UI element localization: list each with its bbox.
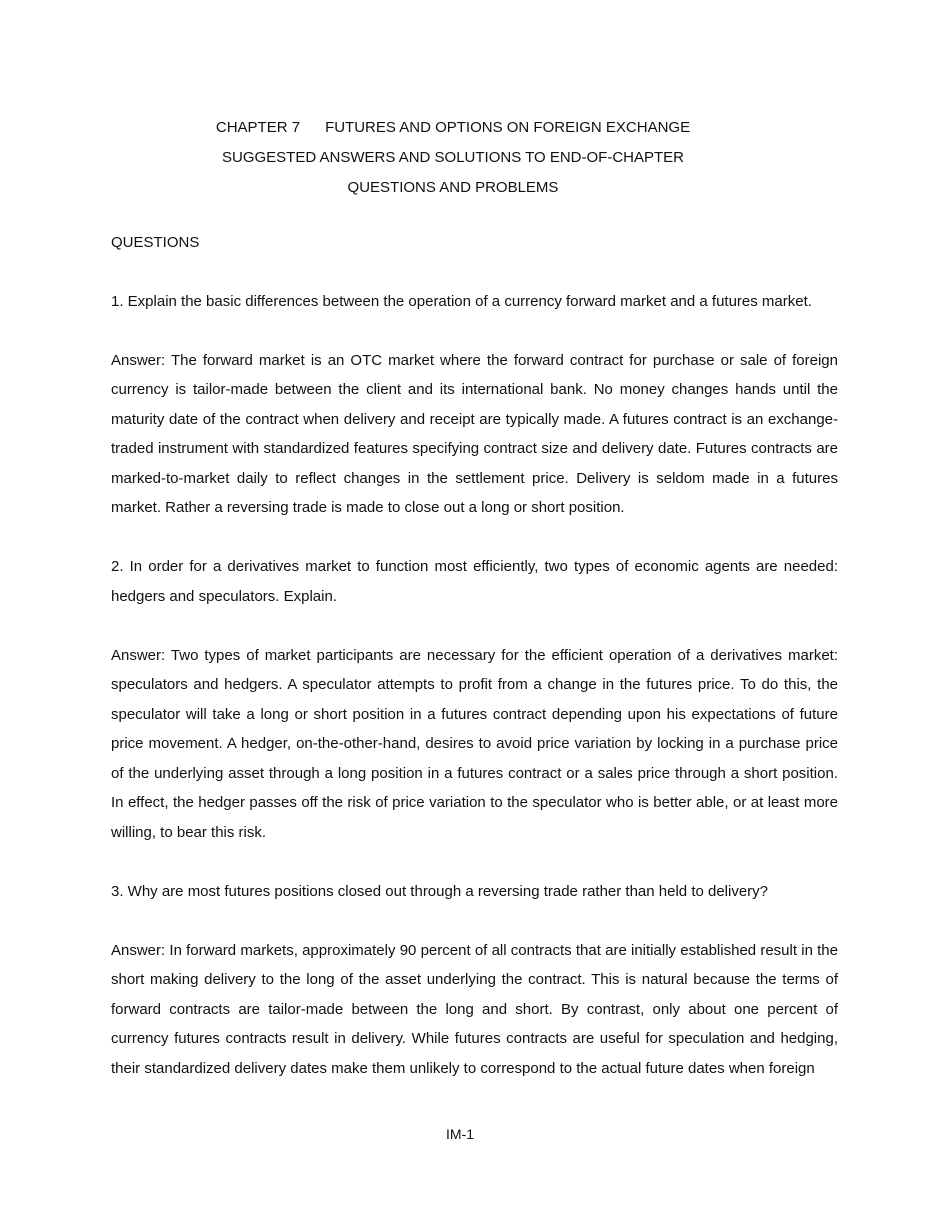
heading-line-2: SUGGESTED ANSWERS AND SOLUTIONS TO END-OF-CHAPTER — [221, 149, 684, 166]
answer-2: Answer: Two types of market participants are necessary for the efficient operation of a derivatives market: speculators and hedgers. A speculator attempts to profit from a change in the futures price. To do this, the speculator will take a long or short position in a futures contract depending upon his expectations of future price movement. A hedger, on-the-other-hand, desires to avoid price variation by locking in a purchase price of the underlying asset through a long position in a futures contract or a sales price through a short position. In effect, the hedger passes off the risk of price variation to the speculator who is better able, or at least more willing, to bear this risk. — [111, 646, 838, 841]
chapter-heading — [0, 113, 906, 203]
document-body — [111, 228, 838, 1083]
section-label: QUESTIONS — [111, 234, 200, 251]
page-number: IM-1 — [446, 1126, 474, 1142]
question-2: 2. In order for a derivatives market to function most efficiently, two types of economic agents are needed: hedgers and speculators. Explain. — [111, 558, 838, 605]
question-1: 1. Explain the basic differences between the operation of a currency forward market and a futures market. — [111, 292, 812, 310]
heading-line-1: CHAPTER 7 FUTURES AND OPTIONS ON FOREIGN EXCHANGE — [215, 119, 691, 136]
answer-1: Answer: The forward market is an OTC market where the forward contract for purchase or sale of foreign currency is tailor-made between the client and its international bank. No money changes hands until the maturity date of the contract when delivery and receipt are typically made. A futures contract is an exchange-traded instrument with standardized features specifying contract size and delivery date. Futures contracts are marked-to-market daily to reflect changes in the settlement price. Delivery is seldom made in a futures market. Rather a reversing trade is made to close out a long or short position. — [111, 351, 838, 516]
question-3: 3. Why are most futures positions closed out through a reversing trade rather than held to delivery? — [111, 882, 769, 900]
answer-3: Answer: In forward markets, approximately 90 percent of all contracts that are initially established result in the short making delivery to the long of the asset underlying the contract. This is natural because the terms of forward contracts are tailor-made between the long and short. By contrast, only about one percent of currency futures contracts result in delivery. While futures contracts are useful for speculation and hedging, their standardized delivery dates make them unlikely to correspond to the actual future dates when foreign — [111, 941, 838, 1077]
heading-line-3: QUESTIONS AND PROBLEMS — [347, 179, 559, 196]
